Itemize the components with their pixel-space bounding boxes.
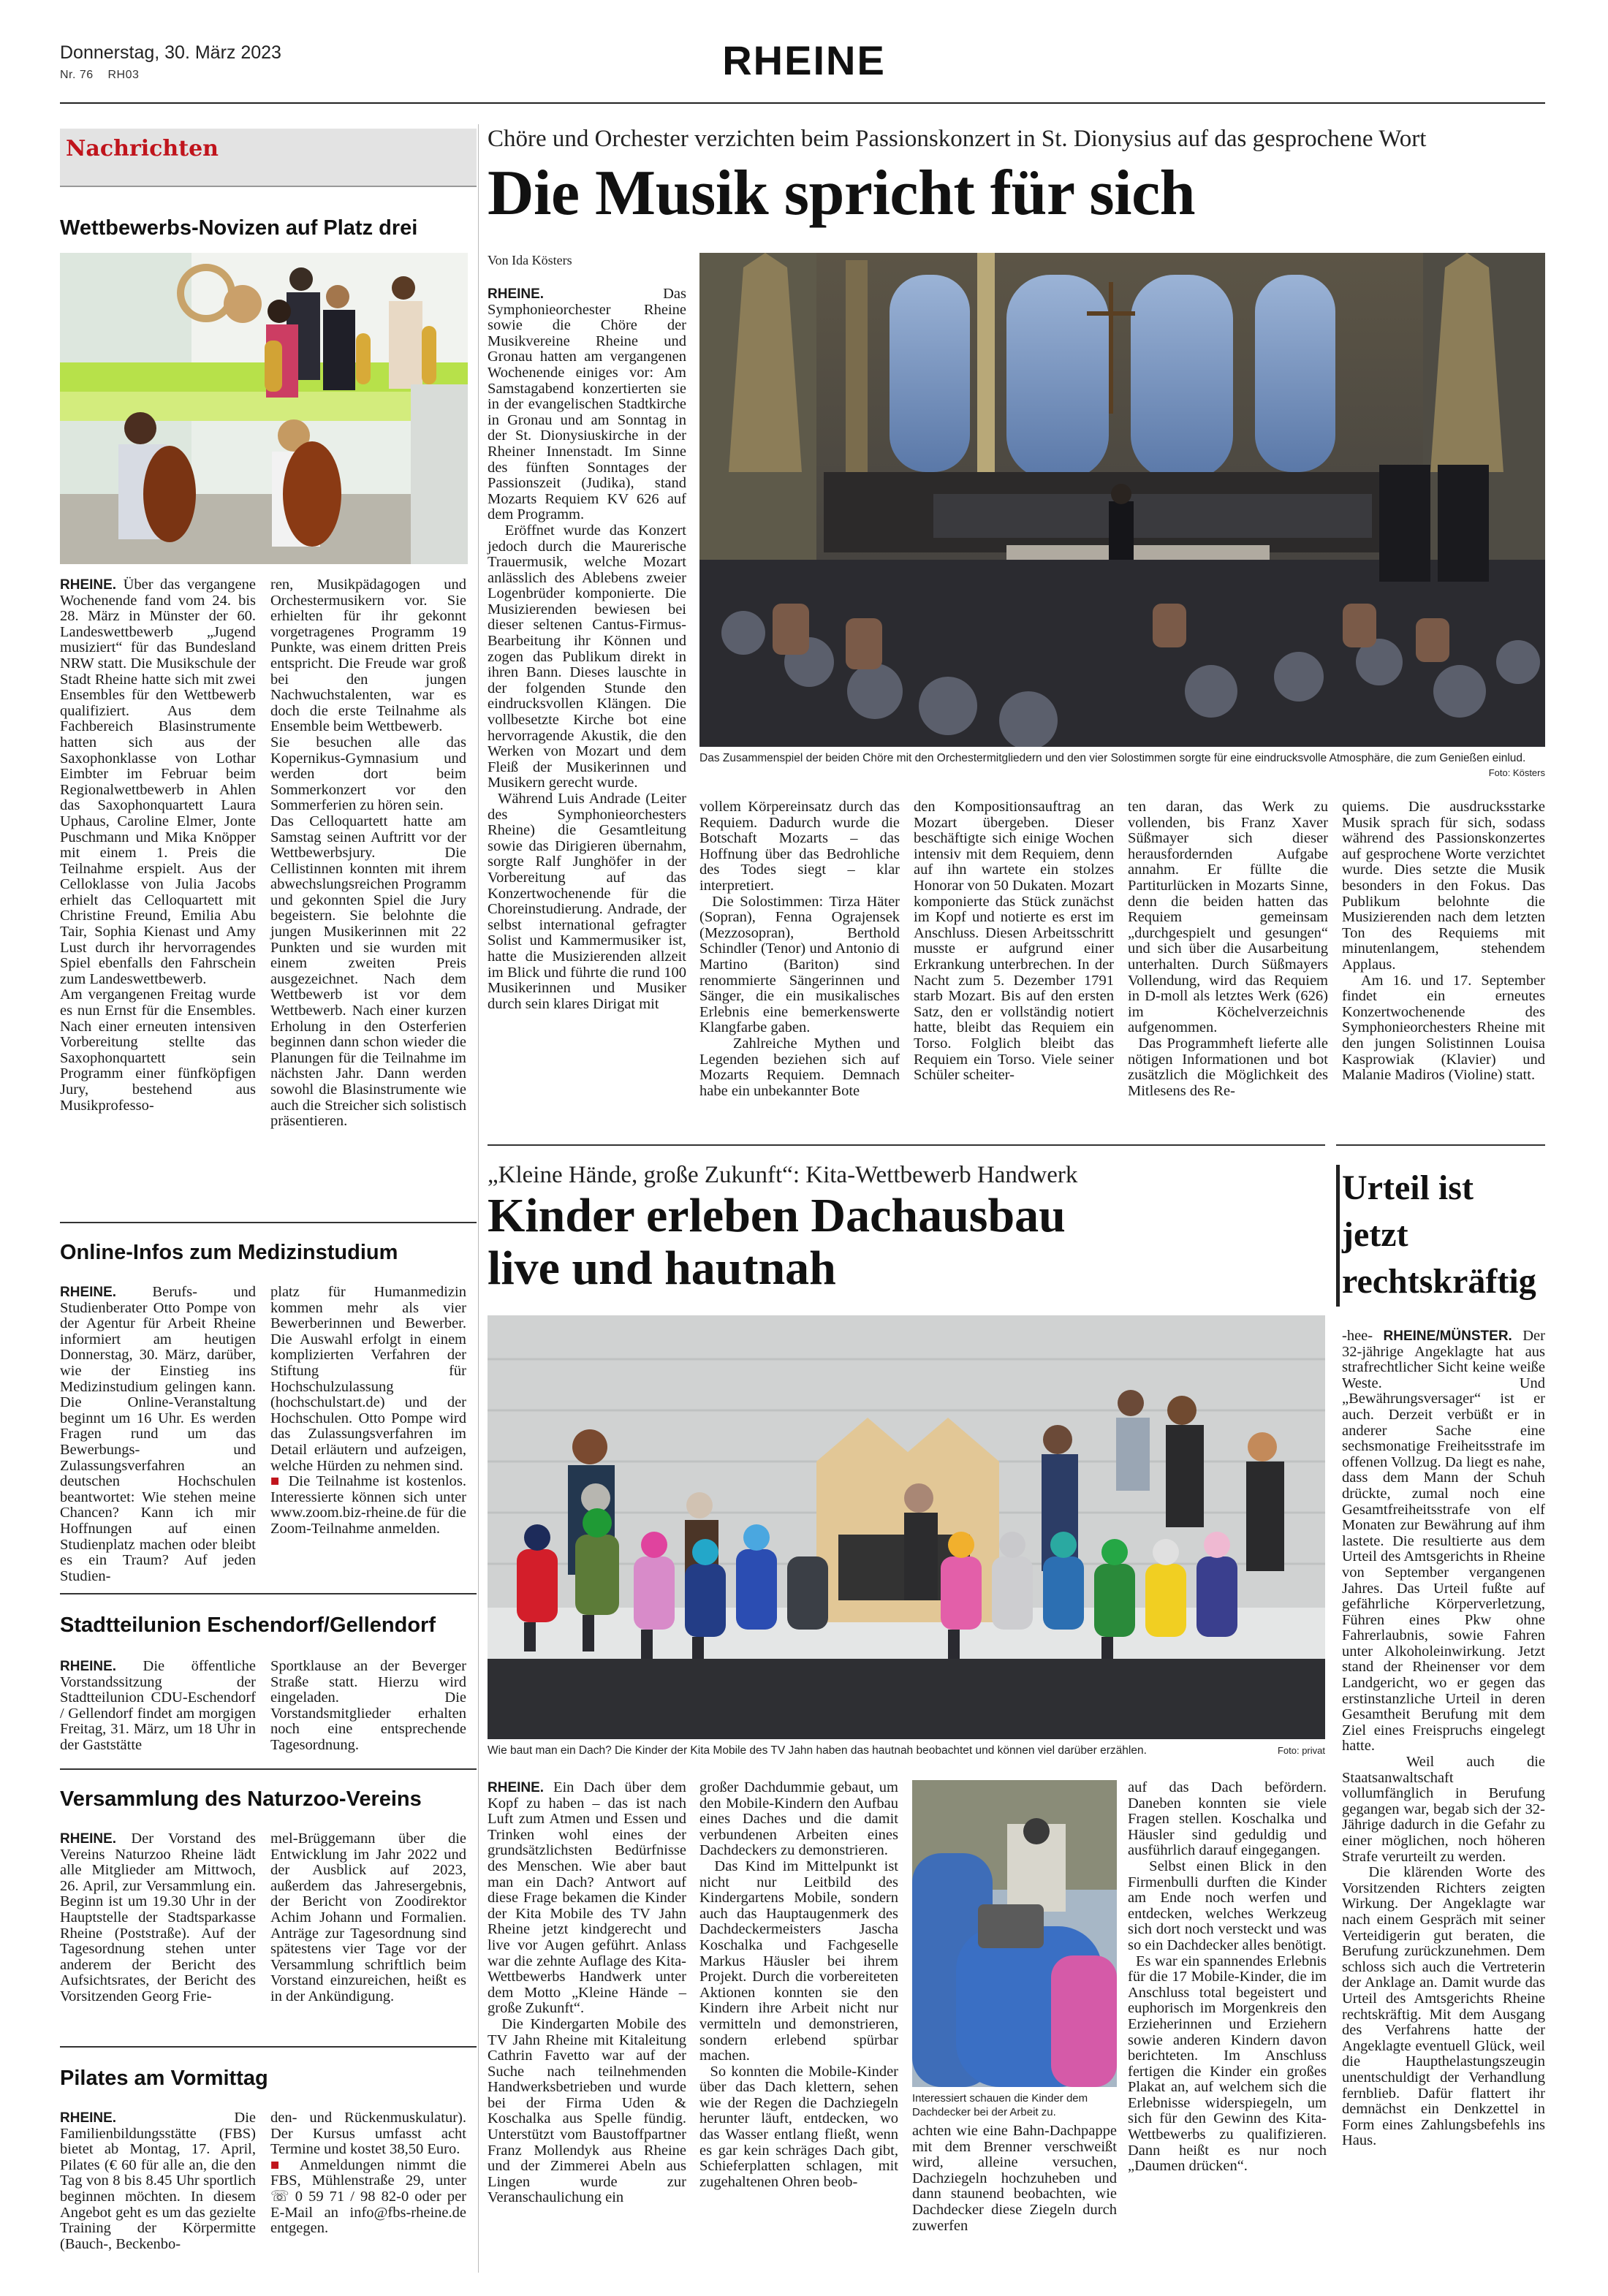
sidebar-accent-bar	[1336, 1165, 1340, 1307]
photo-roofer-inset	[912, 1780, 1117, 2087]
article-headline: Die Musik spricht für sich	[488, 158, 1196, 229]
brief-text-col1: RHEINE. Die Familienbildungsstätte (FBS) bietet ab Montag, 17. April, Pilates (€ 60 für alle an, die den Tag von 8 bis 8.45 Uhr sportlich beginnen möchten. In diesem Angebot geht es um das gezielte Training der Körpermitte (Bauch-, Beckenbo-	[60, 2110, 256, 2252]
divider	[60, 2046, 477, 2048]
divider	[1336, 1144, 1545, 1146]
brief-title: Online-Infos zum Medizinstudium	[60, 1241, 398, 1264]
article-text-col: auf das Dach befördern. Daneben konnten sie viele Fragen stellen. Koschalka und Häusler sind geduldig und ausführlich darauf eingegangen. Selbst einen Blick in den Firmenbulli durften die Kinder am Ende noch werfen und entdecken, welches Werkzeug sich dort noch versteckt und was so ein Dachdecker alles benötigt. Es war ein spannendes Erlebnis für die 17 Mobile-Kinder, die im Anschluss total begeistert und euphorisch im Morgenkreis den Erzieherinnen und Erziehern sowie anderen Kindern davon berichteten. Im Anschluss fertigen die Kinder ein großes Plakat an, auf welchem sich die Erlebnisse widerspiegeln, um sich für den Gewinn des Kita-Wettbewerbs zu qualifizieren. Dann heißt es nur noch „Daumen drücken“.	[1128, 1779, 1327, 2175]
inset-caption: Interessiert schauen die Kinder dem Dachdecker bei der Arbeit zu.	[912, 2092, 1088, 2118]
section-label: Nachrichten	[60, 129, 477, 186]
article-intro-text: RHEINE. Das Symphonieorchester Rheine sowie die Chöre der Musikvereine Rheine und Gronau hatten am vergangenen Wochenende einiges vor: Am Samstagabend konzertierten sie in der evangelischen Stadtkirche in Gronau und am Sonntag in der St. Dionysiuskirche in der Rheiner Innenstadt. Im Sinne des fünften Sonntages der Passionszeit (Judika), stand Mozarts Requiem KV 626 auf dem Programm. Eröffnet wurde das Konzert jedoch durch die Maurerische Trauermusik, welche Mozart anlässlich des Ablebens zweier Logenbrüder komponierte. Die Musizierenden bewiesen bei dieser seltenen Cantus-Firmus-Bearbeitung ihr Können und zogen das Publikum direkt in ihren Bann. Dieses lauschte in der folgenden Stunde den eindrucksvollen Klängen. Die vollbesetzte Kirche bot eine hervorragende Akustik, die den Werken von Mozart und dem Fleiß der Musikerinnen und Musikern gerecht wurde. Während Luis Andrade (Leiter des Symphonieorchesters Rheine) die Gesamtleitung sowie das Dirigieren übernahm, sorgte Ralf Junghöfer in der Vorbereitung auf das Konzertwochenende für die Choreinstudierung. Andrade, der selbst international gefragter Solist und Kammermusiker ist, hatte die Musizierenden allzeit im Blick und führte die rund 100 Musikerinnen und Musiker durch sein klares Dirigat mit	[488, 286, 686, 1012]
article-byline: Von Ida Kösters	[488, 253, 572, 267]
brief-title: Versammlung des Naturzoo-Vereins	[60, 1787, 422, 1811]
brief-text-col2: platz für Humanmedizin kommen mehr als vier Bewerberinnen und Bewerber. Die Auswahl erfolgt in einem komplizierten Verfahren der Stiftung für Hochschulzulassung (hochschulstart.de) und der Hochschulen. Otto Pompe wird das Zulassungsverfahren im Detail erläutern und aufzeigen, welche Hürden zu nehmen sind. ■ Die Teilnahme ist kostenlos. Interessierte können sich unter www.zoom.biz-rheine.de für die Zoom-Teilnahme anmelden.	[270, 1284, 466, 1537]
article-text-col: den Kompositionsauftrag an Mozart übergeben. Dieser beschäftigte sich einige Wochen intensiv mit dem Requiem, denn auf ihn wartete ein stolzes Honorar von 50 Dukaten. Mozart komponierte das Stück zunächst im Kopf und notierte es erst im Anschluss. Diesen Arbeitsschritt musste er aufgrund einer Erkrankung unterbrechen. In der Nacht zum 5. Dezember 1791 starb Mozart. Bis auf den ersten Satz, den er vollständig notiert hatte, bleibt das Requiem ein Torso. Folglich bleibt das Requiem ein Torso. Viele seiner Schüler scheiter-	[914, 799, 1114, 1084]
brief-title: Wettbewerbs-Novizen auf Platz drei	[60, 216, 418, 240]
brief-text-col2: Sportklause an der Beverger Straße statt. Hierzu wird eingeladen. Die Vorstandsmitglieder erhalten noch eine entsprechende Tagesordnung.	[270, 1658, 466, 1753]
article-text-col: großer Dachdummie gebaut, um den Mobile-Kindern den Aufbau eines Daches und die damit verbundenen Arbeiten eines Dachdeckers zu demonstrieren. Das Kind im Mittelpunkt ist nicht nur Leitbild des Kindergartens Mobile, sondern auch das Hauptaugenmerk des Dachdeckermeisters Jascha Koschalka und Fachgeselle Markus Häusler bei ihrem Projekt. Durch die vorbereiteten Aktionen konnten sie den Kindern ihre Arbeit nicht nur vermitteln und demonstrieren, sondern erlebend spürbar machen. So konnten die Mobile-Kinder über das Dach klettern, sehen wie der Regen die Dachziegeln herunter läuft, entdecken, wo das Wasser entlang fließt, wenn es gar kein schräges Dach gibt, Schieferplatten schlagen, mit zugehaltenen Ohren beob-	[699, 1779, 898, 2190]
article-text-col: vollem Körpereinsatz durch das Requiem. Dadurch wurde die Botschaft Mozarts – das Hoffnung über das Bedrohliche des Todes siegt – klar interpretiert. Die Solostimmen: Tirza Häter (Sopran), Fenna Ograjensek (Mezzosopran), Berthold Schindler (Tenor) und Antonio di Martino (Bariton) sind renommierte Sängerinnen und Sänger, die ein musikalisches Erlebnis eine bemerkenswerte Klangfarbe gaben. Zahlreiche Mythen und Legenden beziehen sich auf Mozarts Requiem. Demnach habe ein unbekannter Bote	[699, 799, 900, 1099]
masthead-date: Donnerstag, 30. März 2023	[60, 42, 281, 63]
divider	[60, 186, 477, 187]
photo-musicians	[60, 253, 468, 564]
column-divider	[478, 124, 479, 2273]
masthead-section-title: RHEINE	[722, 37, 886, 83]
brief-title: Stadtteilunion Eschendorf/Gellendorf	[60, 1613, 436, 1637]
brief-text-col1: RHEINE. Die öffentliche Vorstandssitzung der Stadtteilunion CDU-Eschendorf / Gellendorf findet am morgigen Freitag, 31. März, um 18 Uhr in der Gaststätte	[60, 1658, 256, 1753]
photo-kita-group	[488, 1315, 1325, 1739]
article-headline: Kinder erleben Dachausbau live und hautnah	[488, 1189, 1066, 1295]
brief-text-col2: den- und Rückenmuskulatur). Der Kursus umfasst acht Termine und kostet 38,50 Euro. ■ Anmeldungen nimmt die FBS, Mühlenstraße 29, unter ☏ 0 59 71 / 98 82-0 oder per E-Mail an info@fbs-rheine.de entgegen.	[270, 2110, 466, 2237]
divider	[60, 1593, 477, 1594]
photo-credit: Foto: privat	[1277, 1745, 1325, 1756]
photo-credit: Foto: Kösters	[1488, 767, 1545, 778]
article-text-col: quiems. Die ausdrucksstarke Musik sprach für sich, sodass während des Passionskonzertes auf gesprochene Worte verzichtet wurde. Dies setzte die Musik besonders in den Fokus. Das Publikum belohnte die Musizierenden nach dem letzten Ton des Requiems mit minutenlangem, stehendem Applaus. Am 16. und 17. September findet ein erneutes Konzertwochenende des Symphonieorchesters Rheine mit den jungen Solistinnen Louisa Kasprowiak (Klavier) und Malanie Madiros (Violine) statt.	[1342, 799, 1545, 1084]
sidebar-text: -hee- RHEINE/MÜNSTER. Der 32-jährige Angeklagte hat aus strafrechtlicher Sicht keine weiße Weste. Und „Bewährungsversager“ ist er auch. Derzeit verbüßt er in anderer Sache eine sechsmonatige Freiheitsstrafe im offenen Vollzug. Da liegt es nahe, dass dem Mann der Schuh drückte, zumal noch eine Gesamtfreiheitsstrafe von elf Monaten zur Bewährung auf ihm lastete. Die resultierte aus dem Urteil des Amtsgerichts in Rheine von September vergangenen Jahres. Das Urteil fußte auf gefährliche Körperverletzung, Führen eines Pkw ohne Fahrerlaubnis, sowie Fahren unter Alkoholeinwirkung. Jetzt stand der Rheinenser vor dem Landgericht, wo er gegen das erstinstanzliche Urteil in deren Gesamtheit Berufung mit dem Ziel eines Freispruchs eingelegt hatte. Weil auch die Staatsanwaltschaft vollumfänglich in Berufung gegangen war, begab sich der 32-Jährige dadurch in die Gefahr zu einer möglichen, noch höheren Strafe verurteilt zu werden. Die klärenden Worte des Vorsitzenden Richters zeigten Wirkung. Der Angeklagte war nach einem Gespräch mit seiner Verteidigerin gut beraten, die Berufung zurückzunehmen. Dem schloss sich auch die Vertreterin der Anklage an. Damit wurde das Urteil des Amtsgerichts Rheine rechtskräftig. Mit dem Ausgang des Verfahrens hatte der Angeklagte eventuell Glück, weil die Haupthelastungszeugin unentschuldigt der Verhandlung fernblieb. Dafür flattert ihr demnächst ein Denkzettel in Form eines Zahlungsbefehls ins Haus.	[1342, 1328, 1545, 2149]
brief-text-col1: RHEINE. Der Vorstand des Vereins Naturzoo Rheine lädt alle Mitglieder am Mittwoch, 26. April, zur Versammlung ein. Beginn ist um 19.30 Uhr in der Hauptstelle der Stadtsparkasse Rheine (Poststraße). Auf der Tagesordnung stehen unter anderem der Bericht des Aufsichtsrates, der Bericht des Vorsitzenden Georg Frie-	[60, 1831, 256, 2004]
brief-text-col2: ren, Musikpädagogen und Orchestermusikern vor. Sie erhielten für ihr gekonnt vorgetragenes Programm 19 Punkte, was einem dritten Preis entspricht. Die Freude war groß bei den jungen Nachwuchstalenten, war es doch die erste Teilnahme als Ensemble beim Wettbewerb. Sie besuchen alle das Kopernikus-Gymnasium und werden dort beim Sommerkonzert vor den Sommerferien zu hören sein. Das Celloquartett hatte am Samstag seinen Auftritt vor der Wettbewerbsjury. Die Cellistinnen konnten mit ihrem abwechslungsreichen Programm und gekonnten Spiel die Jury begeistern. Sie belohnte die jungen Musikerinnen mit 22 Punkten und sie wurden mit einem zweiten Preis ausgezeichnet. Nach dem Wettbewerb ist vor dem Wettbewerb. Nach einer kurzen Erholung in den Osterferien beginnen dann schon wieder die Planungen für die Teilnahme im nächsten Jahr. Dann werden sowohl die Blasinstrumente wie auch die Streicher sich solistisch präsentieren.	[270, 577, 466, 1130]
sidebar-headline: Urteil ist jetzt rechtskräftig	[1342, 1168, 1536, 1301]
brief-text-col1: RHEINE. Berufs- und Studienberater Otto Pompe von der Agentur für Arbeit Rheine informiert am heutigen Donnerstag, 30. März, darüber, wie der Einstieg ins Medizinstudium gelingen kann. Die Online-Veranstaltung beginnt um 16 Uhr. Es werden Fragen rund um das Bewerbungs- und Zulassungsverfahren an deutschen Hochschulen beantwortet: Wie stehen meine Chancen? Kann ich mir Hoffnungen auf einen Studienplatz machen oder bleibt es ein Traum? Auf jeden Studien-	[60, 1284, 256, 1584]
divider	[488, 1144, 1325, 1146]
photo-caption: Wie baut man ein Dach? Die Kinder der Kita Mobile des TV Jahn haben das hautnah beobachtet und können viel darüber erzählen. Foto: privat	[488, 1744, 1325, 1757]
divider	[60, 1768, 477, 1770]
brief-text-col2: mel-Brüggemann über die Entwicklung im Jahr 2022 und der Ausblick auf 2023, außerdem das Jahresergebnis, der Bericht von Zoodirektor Achim Johann und Formalien. Anträge zur Tagesordnung sind spätestens vier Tage vor der Versammlung schriftlich beim Vorstand einzureichen, heißt es in der Ankündigung.	[270, 1831, 466, 2004]
brief-title: Pilates am Vormittag	[60, 2067, 268, 2090]
article-kicker: „Kleine Hände, große Zukunft“: Kita-Wettbewerb Handwerk	[488, 1162, 1078, 1188]
masthead-issue: Nr. 76 RH03	[60, 69, 140, 81]
article-text-col: ten daran, das Werk zu vollenden, bis Franz Xaver Süßmayer sich dieser herausfordernden Aufgabe annahm. Er füllte die Partiturlücken in Mozarts Sinne, denn die beiden hatten das Requiem gemeinsam „durchgespielt und gesungen“ und sich über die Ausarbeitung unterhalten. Durch Süßmayers Vollendung, wird das Requiem in D-moll als letztes Werk (626) im Köchelverzeichnis aufgenommen. Das Programmheft lieferte alle nötigen Informationen und bot zusätzlich die Möglichkeit des Mitlesens des Re-	[1128, 799, 1328, 1099]
photo-church-concert	[699, 253, 1545, 747]
brief-text-col1: RHEINE. Über das vergangene Wochenende fand vom 24. bis 28. März in Münster der 60. Landeswettbewerb „Jugend musiziert“ für das Bundesland NRW statt. Die Musikschule der Stadt Rheine hatte sich mit zwei Ensembles für den Wettbewerb qualifiziert. Aus dem Fachbereich Blasinstrumente hatten sich aus der Saxophonklasse von Lothar Eimbter im Februar beim Regionalwettbewerb in Ahlen das Saxophonquartett Laura Uphaus, Caroline Elmer, Jonte Puschmann und Mika Knöpper mit einem 1. Preis die Teilnahme erspielt. Aus der Celloklasse von Julia Jacobs erhielt das Celloquartett mit Christine Freund, Emilia Abu Tair, Sophia Kienast und Amy Lust durch ihr hervorragendes Spiel ebenfalls den Fahrschein zum Landeswettbewerb. Am vergangenen Freitag wurde es nun Ernst für die Ensembles. Nach einer erneuten intensiven Vorbereitung stellte das Saxophonquartett sein Programm einer fünfköpfigen Jury, bestehend aus Musikprofesso-	[60, 577, 256, 1114]
article-kicker: Chöre und Orchester verzichten beim Passionskonzert in St. Dionysius auf das gesprochene Wort	[488, 126, 1427, 152]
article-text-col: achten wie eine Bahn-Dachpappe mit dem Brenner verschweißt wird, alleine versuchen, Dachziegeln hochzuheben und dann staunend beobachten, wie Dachdecker diese Ziegeln durch zuwerfen	[912, 2123, 1117, 2234]
masthead-rule	[60, 102, 1545, 104]
divider	[60, 1222, 477, 1223]
article-text-col: RHEINE. Ein Dach über dem Kopf zu haben – das ist nach Luft zum Atmen und Essen und Trinken wohl eines der grundsätzlichsten Bedürfnisse des Menschen. Wie aber baut man ein Dach? Antwort auf diese Frage bekamen die Kinder der Kita Mobile des TV Jahn Rheine jetzt kindgerecht und live vor Augen geführt. Anlass war die zehnte Auflage des Kita-Wettbewerbs Handwerk unter dem Motto „Kleine Hände – große Zukunft“. Die Kindergarten Mobile des TV Jahn Rheine mit Kitaleitung Cathrin Favetto war auf der Suche nach teilnehmenden Handwerksbetrieben und wurde bei der Firma Uden & Koschalka aus Spelle fündig. Unterstützt vom Baustoffpartner Franz Mollendyk aus Rheine und der Zimmerei Abeln aus Lingen wurde zur Veranschaulichung ein	[488, 1779, 686, 2206]
photo-caption: Das Zusammenspiel der beiden Chöre mit den Orchestermitgliedern und den vier Solostimmen sorgte für eine eindrucksvolle Atmosphäre, die zum Genießen einlud. Foto: Kösters	[699, 751, 1545, 780]
